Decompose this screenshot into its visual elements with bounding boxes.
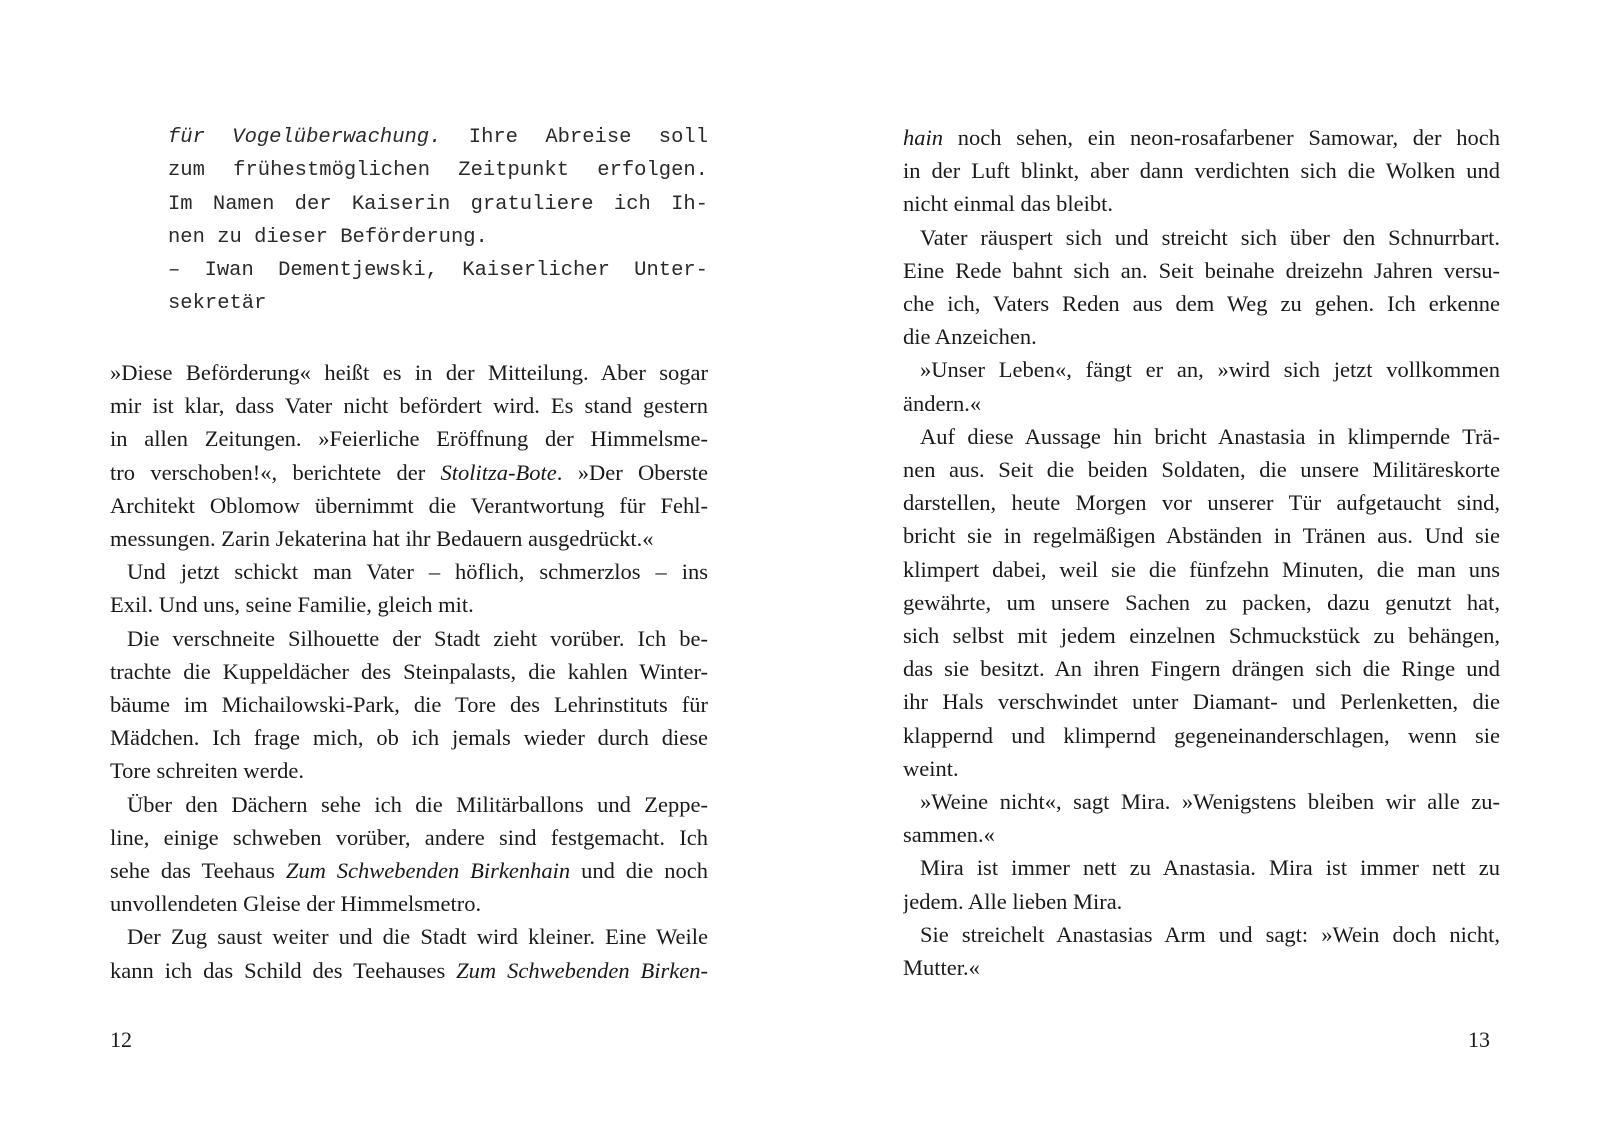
text-line: bricht sie in regelmäßigen Abständen in Tränen aus. Und sie [903,523,1500,549]
text-line: ihr Hals verschwindet unter Diamant- und Perlenketten, die [903,689,1500,715]
text-line: kann ich das Schild des Teehauses Zum Schwebenden Birken- [110,957,708,983]
text-line: Eine Rede bahnt sich an. Seit beinahe dreizehn Jahren versu- [903,257,1500,283]
telegram-line: – Iwan Dementjewski, Kaiserlicher Unter- [168,259,708,283]
text-line: Mädchen. Ich frage mich, ob ich jemals wieder durch diese [110,725,708,751]
text-line: Mira ist immer nett zu Anastasia. Mira ist immer nett zu [920,855,1500,881]
text-line: Sie streichelt Anastasias Arm und sagt: »Wein doch nicht, [920,921,1500,947]
telegram-line: für Vogelüberwachung. Ihre Abreise soll [168,126,709,149]
text-line: Der Zug saust weiter und die Stadt wird kleiner. Eine Weile [127,924,708,950]
text-line: darstellen, heute Morgen vor unserer Tür aufgetaucht sind, [903,490,1500,516]
text-line: nicht einmal das bleibt. [903,191,1113,217]
text-line: Die verschneite Silhouette der Stadt zieht vorüber. Ich be- [127,625,708,651]
telegram-line: sekretär [168,292,267,316]
text-line: in allen Zeitungen. »Feierliche Eröffnung der Himmelsme- [110,426,708,452]
text-line: Und jetzt schickt man Vater – höflich, schmerzlos – ins [127,559,708,585]
text-line: sich selbst mit jedem einzelnen Schmuckstück zu behängen, [903,623,1500,649]
left-body-text [110,356,708,987]
text-line: Auf diese Aussage hin bricht Anastasia in klimpernde Trä- [920,423,1500,449]
text-line: hain noch sehen, ein neon-rosafarbener Samowar, der hoch [903,125,1500,150]
text-line: unvollendeten Gleise der Himmelsmetro. [110,891,482,917]
text-line: »Unser Leben«, fängt er an, »wird sich jetzt vollkommen [920,357,1500,383]
text-line: tro verschoben!«, berichtete der Stolitza-Bote. »Der Oberste [110,459,708,485]
text-line: messungen. Zarin Jekaterina hat ihr Bedauern ausgedrückt.« [110,526,654,552]
text-line: sammen.« [903,822,995,848]
text-line: klimpert dabei, weil sie die fünfzehn Minuten, die man uns [903,556,1500,582]
text-line: Mutter.« [903,955,980,981]
text-line: »Weine nicht«, sagt Mira. »Wenigstens bleiben wir alle zu- [920,789,1500,815]
text-line: das sie besitzt. An ihren Fingern drängen sich die Ringe und [903,656,1500,682]
text-line: Über den Dächern sehe ich die Militärballons und Zeppe- [127,791,708,817]
telegram-block [168,121,708,321]
text-line: trachte die Kuppeldächer des Steinpalasts, die kahlen Winter- [110,658,708,684]
text-line: Exil. Und uns, seine Familie, gleich mit. [110,592,474,618]
text-line: bäume im Michailowski-Park, die Tore des Lehrinstituts für [110,692,708,718]
text-line: »Diese Beförderung« heißt es in der Mitteilung. Aber sogar [110,360,708,385]
text-line: ändern.« [903,390,982,416]
text-line: Tore schreiten werde. [110,758,304,784]
telegram-line: zum frühestmöglichen Zeitpunkt erfolgen. [168,159,708,183]
page-number: 12 [110,1027,132,1052]
text-line: gewährte, um unsere Sachen zu packen, dazu genutzt hat, [903,589,1500,615]
text-line: weint. [903,755,959,781]
telegram-line: Im Namen der Kaiserin gratuliere ich Ih- [168,192,708,216]
telegram-line: nen zu dieser Beförderung. [168,225,488,249]
right-body-text [903,121,1500,984]
text-line: die Anzeichen. [903,324,1037,350]
text-line: in der Luft blinkt, aber dann verdichten sich die Wolken und [903,158,1500,184]
page-number: 13 [1468,1027,1490,1052]
text-line: mir ist klar, dass Vater nicht befördert wird. Es stand gestern [110,393,708,419]
right-page [800,0,1600,1131]
text-line: Vater räuspert sich und streicht sich über den Schnurrbart. [920,224,1500,250]
text-line: klappernd und klimpernd gegeneinanderschlagen, wenn sie [903,722,1500,748]
text-line: sehe das Teehaus Zum Schwebenden Birkenhain und die noch [110,858,708,884]
text-line: line, einige schweben vorüber, andere sind festgemacht. Ich [110,824,708,850]
text-line: nen aus. Seit die beiden Soldaten, die unsere Militäreskorte [903,457,1500,483]
text-line: jedem. Alle lieben Mira. [903,888,1123,914]
text-line: Architekt Oblomow übernimmt die Verantwortung für Fehl- [110,492,708,518]
text-line: che ich, Vaters Reden aus dem Weg zu gehen. Ich erkenne [903,291,1500,317]
